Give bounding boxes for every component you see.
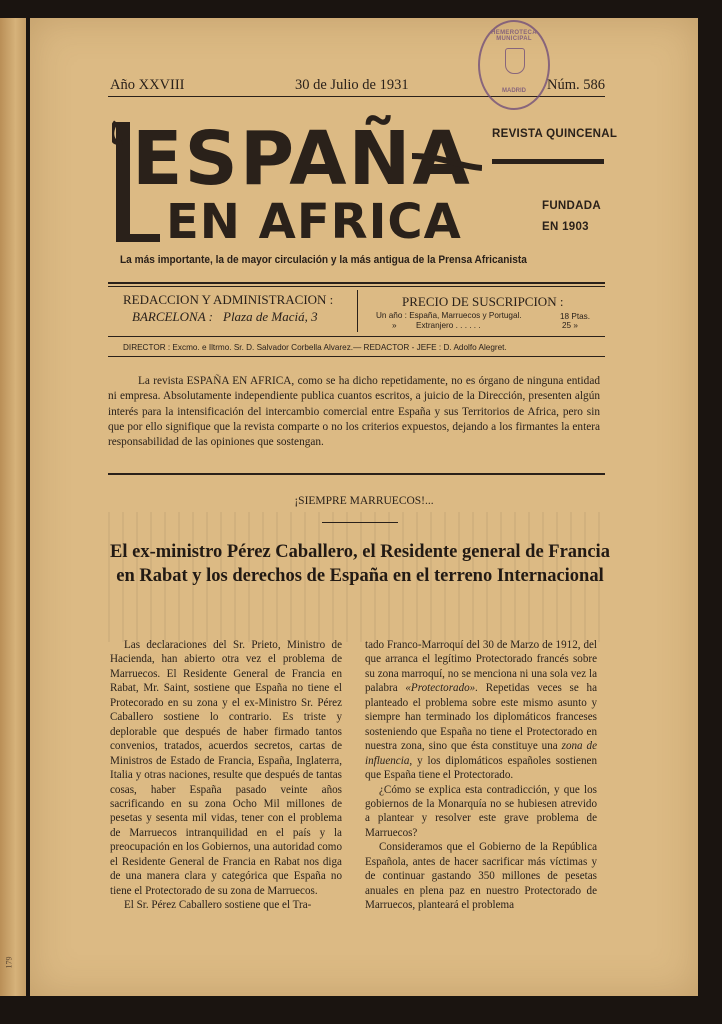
logo-e-foot bbox=[116, 234, 160, 242]
article-left-paragraph: El Sr. Pérez Caballero sostiene que el Tra- bbox=[124, 899, 312, 912]
section-rule bbox=[322, 522, 398, 523]
issue-date: 30 de Julio de 1931 bbox=[295, 77, 409, 93]
subscription-heading: PRECIO DE SUSCRIPCION : bbox=[402, 294, 564, 309]
editorial-notice-text: La revista ESPAÑA EN AFRICA, como se ha dicho repetidamente, no es órgano de ninguna entidad ni empresa. Absolutamente independiente publica cuantos escritos, a juicio de la Dirección, presenten algún interés para la intensificación del intercambio comercial entre España y sus Territorios de Africa, pero sin que por ello signifique que la revista comparte o no los criterios expuestos, dejando a los firmantes la entera responsabilidad de las opiniones que sostengan. bbox=[108, 375, 600, 449]
article-headline: El ex-ministro Pérez Caballero, el Residente general de Francia en Rabat y los derechos de España en el terreno Internacional bbox=[110, 542, 610, 586]
subscription-row2-price: 25 » bbox=[562, 321, 578, 330]
article-right-text: y los diplomáticos españoles sostienen que España tiene el Protectorado. bbox=[365, 754, 597, 782]
staff-line: DIRECTOR : Excmo. e Iltrmo. Sr. D. Salvador Corbella Alvarez.— REDACTOR - JEFE : D. Adolfo Alegret. bbox=[123, 343, 507, 352]
title-line2: EN AFRICA bbox=[166, 194, 462, 250]
box-bottom-rule bbox=[108, 356, 605, 357]
founded-line2: EN 1903 bbox=[542, 221, 589, 233]
admin-city: BARCELONA : bbox=[132, 309, 214, 324]
article-right-text: tado Franco-Marroquí del 30 de Marzo de 1912, del que arranca el legítimo Protectorado francés sobre su zona marroquí, no se menciona ni una sola vez la palabra bbox=[365, 639, 597, 695]
subscription-row2-label: Extranjero . . . . . . bbox=[416, 321, 481, 330]
logo-e-stem bbox=[116, 122, 130, 240]
article-right-italic: zona de influencia, bbox=[365, 740, 597, 767]
issue-number: Núm. 586 bbox=[547, 77, 605, 93]
article-right-paragraph: ¿Cómo se explica esta contradicción, y que los gobiernos de la Monarquía no se hubiesen atrevido a plantear y resolver este grave problema de Marruecos? bbox=[365, 783, 597, 839]
shield-icon bbox=[505, 48, 525, 74]
subscription-row1-price: 18 Ptas. bbox=[560, 312, 591, 321]
box-mid-rule bbox=[108, 336, 605, 337]
article-right-italic: «Protectorado». bbox=[405, 682, 478, 695]
tagline: La más importante, la de mayor circulación y la más antigua de la Prensa Africanista bbox=[120, 254, 527, 266]
stamp-top-text: HEMEROTECA MUNICIPAL bbox=[491, 30, 537, 42]
admin-heading: REDACCION Y ADMINISTRACION : bbox=[123, 292, 334, 307]
stamp-bottom-text: MADRID bbox=[502, 88, 526, 94]
box-top-rule bbox=[108, 282, 605, 284]
subscription-row2-mark: » bbox=[392, 321, 397, 330]
admin-address: Plaza de Maciá, 3 bbox=[223, 309, 318, 324]
issue-year: Año XXVIII bbox=[110, 77, 185, 93]
spine-page-number: 179 bbox=[4, 956, 14, 969]
section-label: ¡SIEMPRE MARRUECOS!... bbox=[294, 495, 434, 507]
founded-line1: FUNDADA bbox=[542, 200, 601, 212]
article-column-right bbox=[365, 638, 597, 913]
binding-spine bbox=[0, 18, 26, 996]
article-column-left bbox=[110, 638, 342, 913]
box-divider bbox=[357, 290, 358, 332]
article-right-paragraph bbox=[365, 638, 597, 783]
article-left-paragraph: Las declaraciones del Sr. Prieto, Ministro de Hacienda, han abierto otra vez el problema de Marruecos. El Residente General de Francia en Rabat, Mr. Saint, sostiene que España no tiene el Protecorado en su zona y el ex-Ministro Sr. Pérez Caballero sostiene lo contrario. Es triste y deplorable que después de haber firmado tantos convenios, tratados, acuerdos secretos, cartas de Ministros de Estado de Francia, España, Inglaterra, Italia y otras naciones, resulte que después de tantas cosas, haber España pasado veinte años sacrificando en su zona Ocho Mil millones de pesetas y sesenta mil vidas, tener con el problema de Marruecos intranquilidad en el país y la preocupación en los Gobiernos, una autoridad como el Residente General de Francia en Rabat nos diga de una manera clara y categórica que España no tiene el Protectorado de su zona de Marruecos. bbox=[110, 639, 342, 897]
article-right-text: Repetidas veces se ha planteado el problema sobre este mismo asunto y siempre han terminado los diplomáticos franceses sosteniendo que España no tiene el Protectorado en nuestra zona, sino que ésta constituye una bbox=[365, 682, 597, 753]
masthead-logo bbox=[112, 106, 482, 266]
library-stamp bbox=[478, 20, 550, 110]
article-right-paragraph: Consideramos que el Gobierno de la República Española, antes de hacer sacrificar más víctimas y de continuar gastando 350 millones de pesetas anuales en plena paz en nuestro Protectorado de Marruecos, planteará el problema bbox=[365, 841, 597, 912]
newspaper-page bbox=[30, 18, 698, 996]
notice-rule bbox=[108, 473, 605, 475]
box-top-rule-2 bbox=[108, 286, 605, 287]
subtitle-label: REVISTA QUINCENAL bbox=[492, 128, 618, 140]
editorial-notice bbox=[108, 374, 600, 450]
masthead-bar bbox=[492, 159, 604, 164]
subscription-row1-label: Un año : España, Marruecos y Portugal. bbox=[376, 311, 522, 320]
title-line1: ESPAÑA bbox=[132, 116, 472, 202]
